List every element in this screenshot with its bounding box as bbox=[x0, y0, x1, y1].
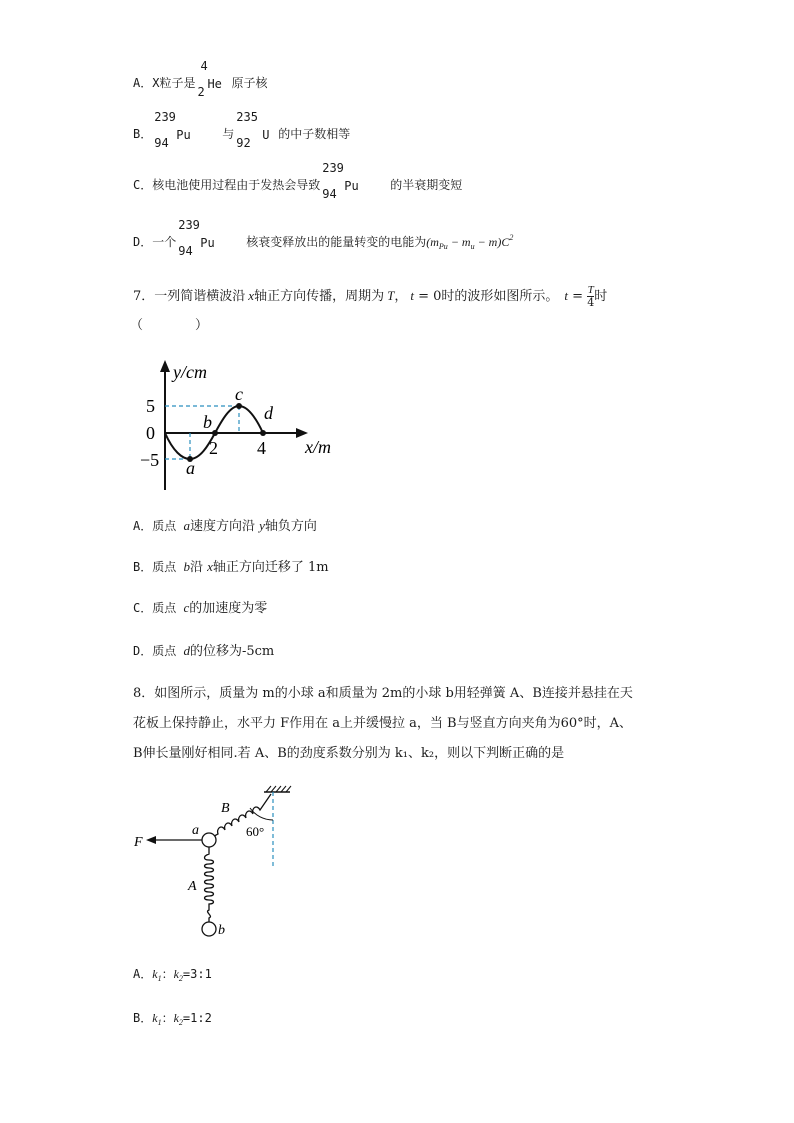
q7-stem: 7．一列简谐横波沿 x轴正方向传播，周期为 T， t = 0时的波形如图所示。 t = $\frac{T}{4}$ 时 bbox=[133, 284, 608, 309]
label-b: b bbox=[203, 412, 212, 432]
plutonium-nuclide: 239 94 Pu bbox=[178, 217, 215, 258]
label-ball-b: b bbox=[218, 923, 225, 938]
q8-option-b: B．$k_1$：$k_2=1:2$ bbox=[133, 1011, 212, 1027]
q6-option-b: B． 239 94 Pu 与 235 92 U 的中子数相等 bbox=[133, 109, 351, 150]
angle-arc bbox=[250, 808, 273, 820]
t-over-4-fraction: $\frac{T}{4}$ bbox=[587, 284, 595, 309]
label-spring-a: A bbox=[188, 879, 197, 894]
label-angle: 60° bbox=[246, 824, 265, 839]
uranium-nuclide: 235 92 U bbox=[236, 109, 270, 150]
label-d: d bbox=[264, 403, 273, 423]
point-b bbox=[212, 430, 218, 436]
tick-2: 2 bbox=[209, 438, 218, 458]
q6-option-a bbox=[133, 58, 268, 99]
tick-5: 5 bbox=[146, 396, 155, 416]
tick-minus-5: −5 bbox=[140, 450, 160, 470]
label-force: F bbox=[134, 835, 143, 850]
ball-a bbox=[202, 833, 216, 847]
q7-option-b: B．质点 b沿 x轴正方向迁移了 1m bbox=[133, 559, 329, 575]
wave-figure bbox=[140, 356, 360, 496]
ceiling-hatch bbox=[266, 786, 291, 792]
plutonium-nuclide: 239 94 Pu bbox=[154, 109, 191, 150]
plutonium-nuclide: 239 94 Pu bbox=[322, 160, 359, 201]
point-d bbox=[260, 430, 266, 436]
label-ball-a: a bbox=[192, 823, 199, 838]
helium-nuclide: 4 2 He bbox=[197, 58, 222, 99]
q7-answer-paren: （ ） bbox=[130, 318, 209, 333]
spring-a bbox=[205, 847, 214, 922]
q7-option-d: D．质点 d的位移为-5cm bbox=[133, 643, 275, 659]
force-arrowhead bbox=[146, 836, 156, 844]
q6-a-prefix: A．X粒子是 bbox=[133, 76, 196, 90]
tick-4: 4 bbox=[257, 438, 266, 458]
x-axis-label: x/m bbox=[305, 437, 331, 457]
q7-option-a: A．质点 a速度方向沿 y轴负方向 bbox=[133, 518, 317, 534]
q7-option-c: C．质点 c的加速度为零 bbox=[133, 600, 268, 616]
label-spring-b: B bbox=[221, 801, 230, 816]
ball-b bbox=[202, 922, 216, 936]
tick-0: 0 bbox=[146, 423, 155, 443]
label-a: a bbox=[186, 458, 195, 478]
q6-option-d: D．一个 239 94 Pu 核衰变释放出的能量转变的电能为$(m_{Pu} - m_u - m)C^2$ bbox=[133, 217, 514, 258]
q8-stem-line1: 8．如图所示，质量为 m的小球 a和质量为 2m的小球 b用轻弹簧 A、B连接并悬挂在天 bbox=[133, 686, 633, 701]
q8-stem-line3: B伸长量刚好相同.若 A、B的劲度系数分别为 k₁、k₂，则以下判断正确的是 bbox=[133, 746, 565, 761]
y-axis-arrow bbox=[160, 360, 170, 372]
spring-figure bbox=[130, 784, 310, 944]
q6-option-c: C．核电池使用过程由于发热会导致 239 94 Pu 的半衰期变短 bbox=[133, 160, 463, 201]
energy-formula: $(m_{Pu} - m_u - m)C^2$ bbox=[426, 233, 514, 251]
q6-a-suffix: 原子核 bbox=[231, 76, 268, 90]
label-c: c bbox=[235, 384, 243, 404]
q8-option-a: A．$k_1$：$k_2=3:1$ bbox=[133, 967, 212, 983]
q8-stem-line2: 花板上保持静止，水平力 F作用在 a上并缓慢拉 a，当 B与竖直方向夹角为60°时，A、 bbox=[133, 716, 633, 731]
y-axis-label: y/cm bbox=[173, 362, 207, 382]
